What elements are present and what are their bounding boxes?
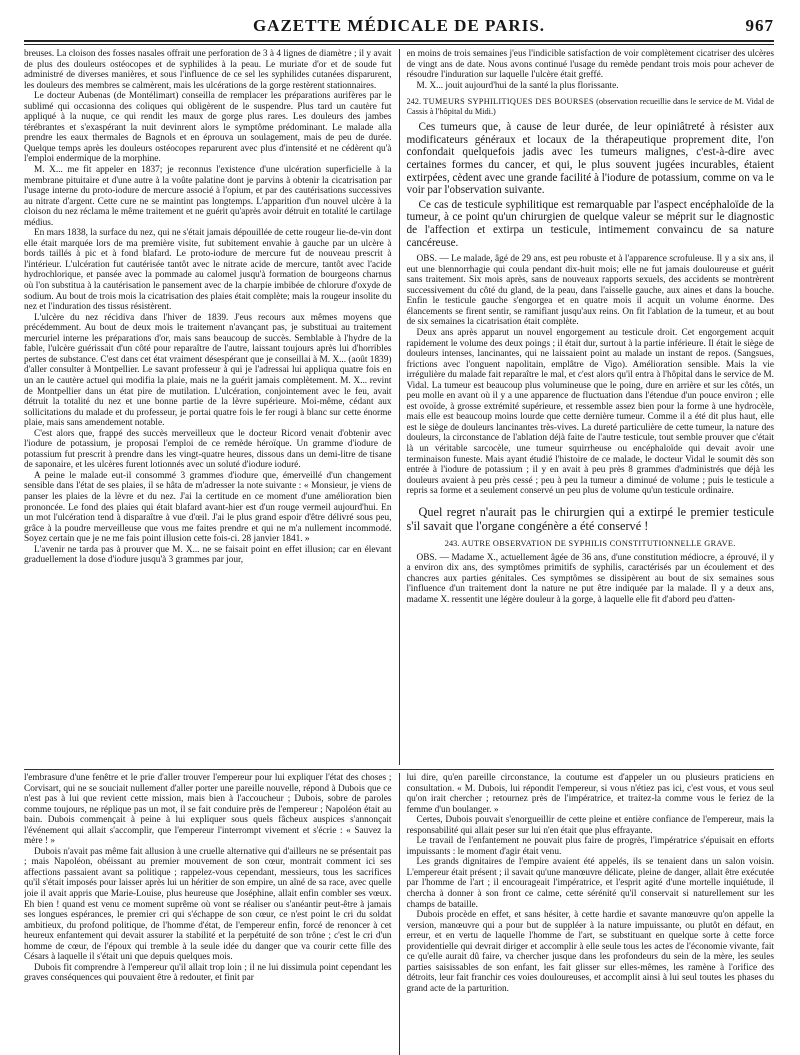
lead-paragraph: Ce cas de testicule syphilitique est remarquable par l'aspect encéphaloïde de la tumeur, à ce point qu'un chirurgien de quelque valeur se méprit sur le diagnostic de l'affection et extirpa un testicule, intimement convaincu de sa nature cancéreuse. xyxy=(406,198,774,249)
observation-paragraph: Deux ans après apparut un nouvel engorgement au testicule droit. Cet engorgement acquit rapidement le volume des deux poings ; il était dur, surtout à la partie inférieure. Il était le siège de douleurs intenses, lancinantes, qui ne laissaient point au malade un instant de repos. (Sangsues, frictions avec l'onguent napolitain, emplâtre de Vigo). Amélioration sensible. Mais la vie irrégulière du malade fait reparaître le mal, et c'est alors qu'il entra à l'hôpital dans le service de M. Vidal. La tumeur est beaucoup plus volumineuse que le poing, dure en arrière et sur les côtés, un peu molle en avant où il y a une apparence de fluctuation dans l'étendue d'un pouce environ ; elle est ovoïde, à grosse extrémité supérieure, et ressemble assez bien pour la forme à une hydrocèle, mais elle est beaucoup moins lourde que cette dernière tumeur. Comme il a été dit plus haut, elle est le siège de douleurs lancinantes très-vives. La dureté particulière de cette tumeur, la nature des douleurs, la circonstance de l'ablation déjà faite de l'autre testicule, tout semble prouver que c'était là un véritable sarcocèle, une tumeur squirrheuse ou encéphaloïde qui devait avoir une terminaison funeste. Mais ayant étudié l'histoire de ce malade, le docteur Vidal le soumit dès son entrée à l'iodure de potassium ; il y en avait à peu près 8 grammes d'administrés que déjà les douleurs avaient à peu près cessé ; peu à peu la tumeur a diminué de volume ; puis le testicule a repris sa forme et a seulement conservé un peu plus de volume qu'un testicule ordinaire. xyxy=(406,327,774,497)
paragraph: breuses. La cloison des fosses nasales offrait une perforation de 3 à 4 lignes de diamètre ; il y avait de plus des douleurs ostéocopes et de syphilides à la peau. Le muriate d'or et de soude fut administré de diverses manières, et sous l'influence de ce sel les syphilides cutanées disparurent, les douleurs des membres se calmèrent, mais les ulcérations de la gorge restèrent stationnaires. xyxy=(24,49,392,91)
upper-right-column xyxy=(407,49,775,765)
paragraph: Certes, Dubois pouvait s'enorgueillir de cette pleine et entière confiance de l'empereur, mais la responsabilité qui allait peser sur lui n'en était que plus effrayante. xyxy=(406,815,774,836)
section-heading-243 xyxy=(407,539,775,549)
section-number: 243. xyxy=(444,538,460,548)
paragraph: Les grands dignitaires de l'empire avaient été appelés, ils se tenaient dans un salon voisin. L'empereur était présent ; il savait qu'une manœuvre délicate, pleine de danger, allait être exécutée par l'homme de l'art ; il encourageait l'impératrice, et l'esprit agité d'une mortelle inquiétude, il chercha à donner à son front ce calme, cette sérénité qu'il conservait si naturellement sur les champs de bataille. xyxy=(406,857,774,910)
lower-right-column xyxy=(407,773,775,1055)
page-number: 967 xyxy=(745,16,774,35)
section-note: (observation recueillie dans le service de M. Vidal de Cassis à l'hôpital du Midi.) xyxy=(406,97,774,117)
paragraph: Le travail de l'enfantement ne pouvait plus faire de progrès, l'impératrice s'épuisait en efforts impuissants : le moment d'agir était venu. xyxy=(406,836,774,857)
paragraph: Dubois n'avait pas même fait allusion à une cruelle alternative qui d'ailleurs ne se présentait pas ; mais Napoléon, obéissant au premier mouvement de son cœur, montrait comment ici ses affections passaient avant sa politique ; rappelez-vous cependant, messieurs, tous les sacrifices qu'il s'était imposés pour laisser après lui un héritier de son empire, un aîné de sa race, avec quelle joie il avait appris que Marie-Louise, plus heureuse que Joséphine, allait enfin combler ses vœux. Eh bien ! quand est venu ce moment suprême où vont se réaliser ou s'anéantir peut-être à jamais ses longues espérances, le premier cri qui s'échappe de son cœur, ce n'est point le cri du soldat ambitieux, du profond politique, de l'homme d'état, de l'empereur enfin, forcé de renoncer à cet heureux enfantement qui devait assurer la stabilité et la perpétuité de son trône ; c'est le cri d'un homme de cœur, de l'époux qui tremble à la seule idée du danger que va courir cette fille des Césars à laquelle il s'était uni que depuis quelques mois. xyxy=(24,846,392,963)
observation-paragraph: OBS. — Madame X., actuellement âgée de 36 ans, d'une constitution médiocre, a éprouvé, il y a environ dix ans, des symptômes primitifs de syphilis, caractérisés par un écoulement et des chancres aux parties génitales. Ces symptômes se dissipèrent au bout de six semaines sous l'influence d'un traitement dont la nature ne put être indiquée par la malade. Il y a deux ans, madame X. ressentit une légère douleur à la gorge, à laquelle elle fit d'abord peu d'atten- xyxy=(406,552,774,605)
paragraph: L'ulcère du nez récidiva dans l'hiver de 1839. J'eus recours aux mêmes moyens que précédemment. Au bout de deux mois le traitement n'avançant pas, je substituai au traitement mercuriel interne les préparations d'or, mais sans beaucoup de succès. Semblable à l'hydre de la fable, l'ulcère guérissait d'un côté pour reparaître de l'autre, laissant toujours après lui d'horribles pertes de substance. C'est dans cet état vraiment désespérant que je conseillai à M. X... (août 1839) d'aller consulter à Montpellier. Le savant professeur à qui je l'adressai lui appliqua quatre fois en un an le cautère actuel qui modifia la plaie, mais ne la guérit jamais complètement. M. X... revint de Montpellier dans un état pire de mutilation. L'ulcération, conjointement avec le feu, avait détruit la totalité du nez et une bonne partie de la lèvre supérieure. Moi-même, cédant aux sollicitations du malade et du professeur, je portai quatre fois le fer rougi à blanc sur cette énorme plaie, mais sans amendement notable. xyxy=(24,312,392,429)
masthead xyxy=(24,14,774,38)
section-title: AUTRE OBSERVATION DE SYPHILIS CONSTITUTIONNELLE GRAVE. xyxy=(461,538,736,548)
upper-left-column xyxy=(24,49,392,765)
lead-paragraph: Ces tumeurs que, à cause de leur durée, de leur opiniâtreté à résister aux modificateurs généraux et locaux de la thérapeutique proprement dite, l'on confondait quelquefois jadis avec les tumeurs malignes, c'est-à-dire avec certaines formes du cancer, et qui, le plus souvent jugées incurables, étaient extirpées, cèdent avec une grande facilité à l'iodure de potassium, comme on va le voir par l'observation suivante. xyxy=(406,121,774,197)
section-title: TUMEURS SYPHILITIQUES DES BOURSES xyxy=(423,97,594,107)
lower-columns xyxy=(24,773,774,1055)
paragraph: M. X... jouit aujourd'hui de la santé la plus florissante. xyxy=(416,80,619,91)
paragraph: Dubois fit comprendre à l'empereur qu'il allait trop loin ; il ne lui dissimula point cependant les graves conséquences qui pouvaient être à redouter, et finit par xyxy=(24,962,392,984)
lower-left-column xyxy=(24,773,392,1055)
paragraph: Le docteur Aubenas (de Montélimart) conseilla de remplacer les préparations aurifères par le sublimé qui occasionna des coliques qui obligèrent de le suspendre. Plus tard un cautère fut appliqué à la nuque, ce qui rendit les maux de gorge plus rares. Les douleurs des jambes térébrantes et s'exaspérant la nuit devinrent alors le symptôme prédominant. Le malade alla prendre les eaux thermales de Bagnols et en éprouva un soulagement, mais de peu de durée. Quelque temps après les douleurs ostéocopes reparurent avec plus d'intensité et ne cédèrent qu'à l'emploi endermique de la morphine. xyxy=(24,91,392,165)
paragraph: L'avenir ne tarda pas à prouver que M. X... ne se faisait point en effet illusion; car en élevant graduellement la dose d'iodure jusqu'à 3 grammes par jour, xyxy=(24,544,392,566)
column-divider xyxy=(399,49,400,765)
paragraph: C'est alors que, frappé des succès merveilleux que le docteur Ricord venait d'obtenir avec l'iodure de potassium, je proposai l'emploi de ce remède héroïque. Un gramme d'iodure de potassium fut prescrit à prendre dans les vingt-quatre heures, dissous dans un demi-litre de tisane de saponaire, et les ulcères furent lotionnés avec un soluté d'iodure ioduré. xyxy=(24,428,392,471)
observation-paragraph: OBS. — Le malade, âgé de 29 ans, est peu robuste et à l'apparence scrofuleuse. Il y a six ans, il eut une blennorrhagie qui coula pendant dix-huit mois; elle ne fut jamais douloureuse et guérit sans traitement. Six mois après, sans de nouveaux rapports sexuels, des accidents se montrèrent successivement du côté du gland, de la peau, dans l'aisselle gauche, aux aines et dans la bouche. Enfin le testicule gauche s'engorgea et en quatre mois il acquit un volume énorme. Des élancements se firent sentir, se ramifiant jusqu'aux reins. On fit l'ablation de la tumeur, et au bout de six semaines la cicatrisation était complète. xyxy=(406,254,774,328)
paragraph: l'embrasure d'une fenêtre et le prie d'aller trouver l'empereur pour lui expliquer l'état des choses ; Corvisart, qui ne se souciait nullement d'aller porter une pareille nouvelle, répond à Dubois que ce n'est pas à lui que revient cette mission, mais bien à l'accoucheur ; Dubois, sobre de paroles comme toujours, ne réplique pas un mot, il se fait conduire près de l'empereur ; Napoléon était au bain. Dubois commençait à peine à lui expliquer sous quels fâcheux auspices s'annonçait l'événement qui allait s'accomplir, que l'empereur l'interrompt vivement et s'écrie : « Sauvez la mère ! » xyxy=(24,773,392,847)
paragraph: en moins de trois semaines j'eus l'indicible satisfaction de voir complètement cicatriser des ulcères de vingt ans de date. Nous avons continué l'usage du remède pendant trois mois pour achever de résoudre l'induration sur laquelle l'ulcère était greffé. xyxy=(406,49,774,81)
paragraph: M. X... me fit appeler en 1837; je reconnus l'existence d'une ulcération superficielle à la membrane pituitaire et d'une autre à la voûte palatine dont je parvins à obtenir la cicatrisation par l'usage interne du proto-iodure de mercure associé à l'opium, et par des cautérisations successives au nitrate d'argent. Cette cure ne se maintint pas longtemps. L'apparition d'un nouvel ulcère à la cloison du nez réclama le même traitement et ne guérit qu'après avoir détruit en totalité le cartilage médius. xyxy=(24,165,392,228)
column-divider xyxy=(399,773,400,1055)
paragraph: lui dire, qu'en pareille circonstance, la coutume est d'appeler un ou plusieurs praticiens en consultation. « M. Dubois, lui répondit l'empereur, si vous n'étiez pas ici, c'est vous, et vous seul qu'on irait chercher ; retournez près de l'impératrice, et traitez-la comme vous le feriez de la femme d'un boulanger. » xyxy=(406,773,774,815)
section-heading-242 xyxy=(407,97,775,117)
reflection-paragraph: Quel regret n'aurait pas le chirurgien qui a extirpé le premier testicule s'il savait que l'organe congénère a été conservé ! xyxy=(406,504,774,533)
paragraph: Dubois procède en effet, et sans hésiter, à cette hardie et savante manœuvre qu'on appelle la version, manœuvre qui a pour but de suppléer à la nature impuissante, ou plutôt en défaut, en erreur, et en vertu de laquelle l'homme de l'art, se substituant en quelque sorte à cette force providentielle qui devrait diriger et accomplir à elle seule tous les actes de l'économie vivante, fait ce qu'elle aurait dû faire, va chercher jusque dans les profondeurs du sein de la mère, les seules parties saisissables de son enfant, les fait glisser sur elles-mêmes, les ramène à l'orifice des détroits, leur fait franchir ces voies douloureuses, et accomplit ainsi à lui seul toutes les phases du grand acte de la parturition. xyxy=(406,910,774,994)
paragraph: A peine le malade eut-il consommé 3 grammes d'iodure que, émerveillé d'un changement sensible dans l'état de ses plaies, il se hâta de m'adresser la note suivante : « Monsieur, je viens de panser les plaies de la lèvre et du nez. J'ai la certitude en ce moment d'une amélioration bien prononcée. Le fond des plaies qui était blafard avant-hier est d'un rouge vermeil aujourd'hui. En un mot l'ulcération tend à disparaître à vue d'œil. J'ai le plus grand espoir d'être délivré sous peu, grâce à la poudre merveilleuse que vous me faites prendre et qui ne m'a nullement incommodé. Soyez certain que je ne me fais point illusion cette fois-ci. 28 janvier 1841. » xyxy=(24,470,392,545)
header-rule xyxy=(24,40,774,42)
section-divider xyxy=(24,769,774,770)
header-rule-thin xyxy=(24,44,774,45)
journal-title: GAZETTE MÉDICALE DE PARIS. xyxy=(252,16,546,35)
section-number: 242. xyxy=(406,97,422,107)
upper-columns xyxy=(24,49,774,765)
paragraph: En mars 1838, la surface du nez, qui ne s'était jamais dépouillée de cette rougeur lie-de-vin dont elle était marquée lors de ma première visite, fut subitement envahie à gauche par un ulcère à bords taillés à pic et à fond blafard. Le proto-iodure de mercure fut de nouveau prescrit à l'intérieur. L'ulcération fut cautérisée tantôt avec le nitrate acide de mercure, tantôt avec l'acide hydrochlorique, et pansée avec la pommade au calomel jusqu'à formation de bourgeons charnus où l'on substitua à la cautérisation le pansement avec de la charpie imbibée de chlorure d'oxyde de sodium. Au bout de trois mois la cicatrisation des plaies était complète; mais la rougeur insolite du nez et l'induration des tissus résistèrent. xyxy=(24,228,392,313)
